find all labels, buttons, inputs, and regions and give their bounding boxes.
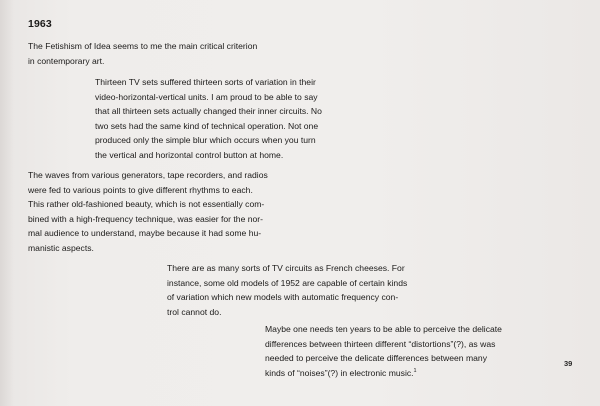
footnote-marker: 1 xyxy=(413,367,417,374)
text-line: produced only the simple blur which occurs when you turn xyxy=(95,135,316,146)
section-heading-year: 1963 xyxy=(28,18,52,30)
text-line: Thirteen TV sets suffered thirteen sorts of variation in their xyxy=(95,77,316,87)
paragraph-french-cheeses xyxy=(167,261,407,319)
text-line: needed to perceive the delicate differences between many xyxy=(265,353,487,364)
text-line: kinds of “noises”(?) in electronic music. xyxy=(265,367,414,378)
text-line: video-horizontal-vertical units. I am proud to be able to say xyxy=(95,91,318,102)
page-number: 39 xyxy=(564,359,573,368)
text-line: in contemporary art. xyxy=(28,55,105,66)
text-line: of variation which new models with automatic frequency con- xyxy=(167,292,399,303)
text-line: two sets had the same kind of technical operation. Not one xyxy=(95,120,319,131)
text-line: mal audience to understand, maybe because it had some hu- xyxy=(28,228,262,239)
paragraph-fetishism xyxy=(28,39,257,68)
text-line: bined with a high-frequency technique, was easier for the nor- xyxy=(28,213,264,224)
text-line: The waves from various generators, tape recorders, and radios xyxy=(28,170,268,180)
text-line: the vertical and horizontal control button at home. xyxy=(95,149,284,160)
text-line: There are as many sorts of TV circuits as French cheeses. For xyxy=(167,263,405,273)
text-line: The Fetishism of Idea seems to me the main critical criterion xyxy=(28,41,258,51)
paragraph-waves xyxy=(28,168,268,256)
text-line: trol cannot do. xyxy=(167,306,222,317)
text-line: that all thirteen sets actually changed their inner circuits. No xyxy=(95,106,322,117)
text-line: This rather old-fashioned beauty, which is not essentially com- xyxy=(28,199,265,210)
text-line: manistic aspects. xyxy=(28,242,94,253)
page-gutter-shadow xyxy=(0,0,14,406)
text-line-with-footnote xyxy=(265,366,502,381)
text-line: were fed to various points to give different rhythms to each. xyxy=(28,184,253,195)
text-line: differences between thirteen different “distortions”(?), as was xyxy=(265,338,496,349)
text-line: Maybe one needs ten years to be able to perceive the delicate xyxy=(265,324,502,334)
text-line: instance, some old models of 1952 are capable of certain kinds xyxy=(167,277,408,288)
paragraph-thirteen-tv-sets xyxy=(95,75,322,163)
paragraph-ten-years xyxy=(265,322,502,380)
